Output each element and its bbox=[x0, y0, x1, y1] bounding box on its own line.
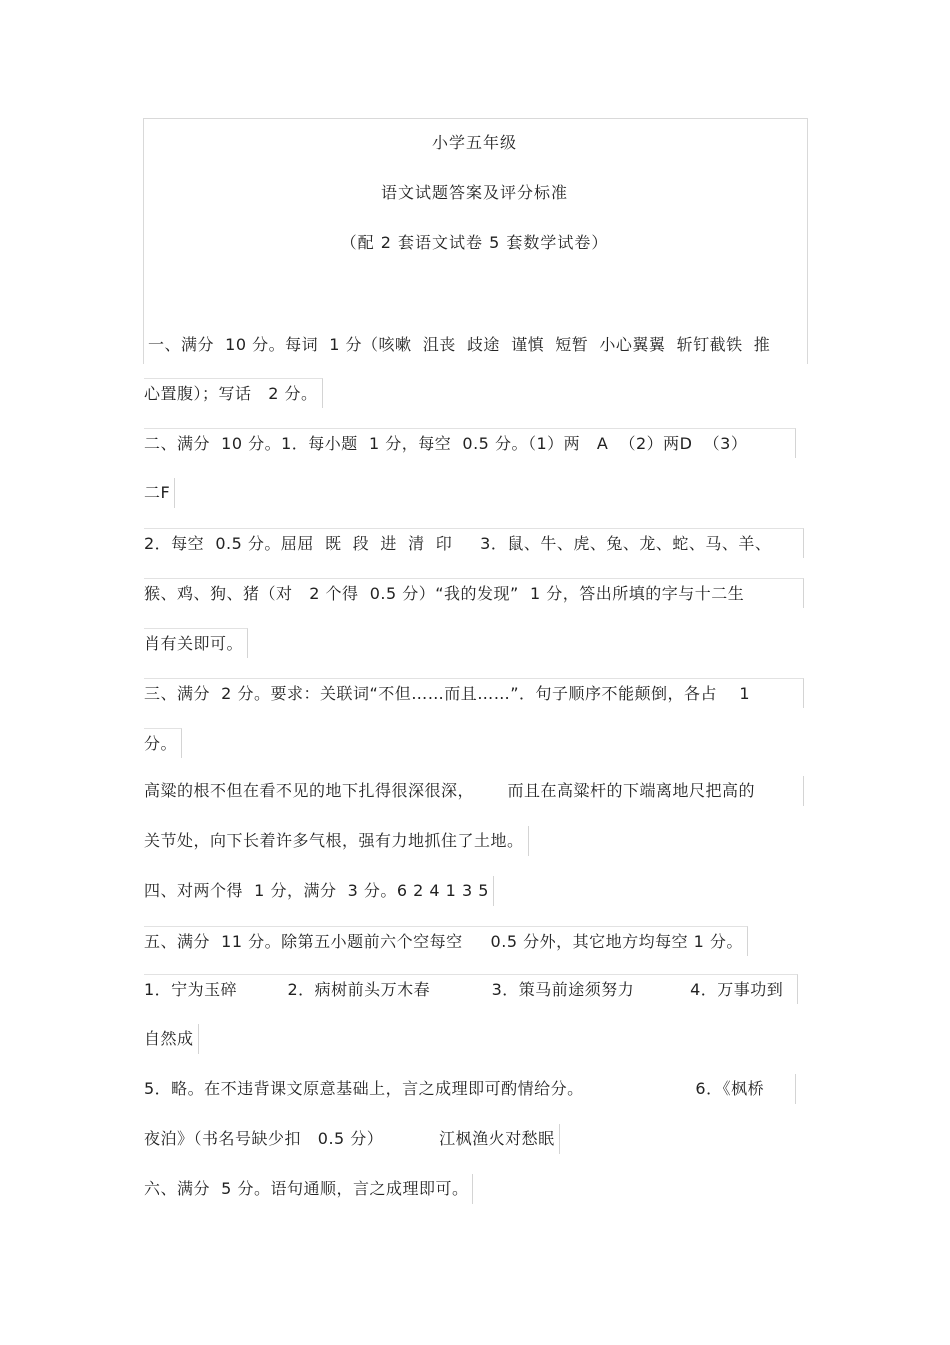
answer-line-1: 一、满分 10 分。每词 1 分（咳嗽 沮丧 歧途 谨慎 短暂 小心翼翼 斩钉截铁 推 bbox=[148, 335, 771, 354]
answer-line-17: 夜泊》（书名号缺少扣 0.5 分） 江枫渔火对愁眠 bbox=[144, 1124, 560, 1154]
header-grade: 小学五年级 bbox=[431, 133, 517, 152]
answer-line-13: 五、满分 11 分。除第五小题前六个空每空 0.5 分外，其它地方均每空 1 分。 bbox=[144, 926, 748, 956]
header-subtitle: （配 2 套语文试卷 5 套数学试卷） bbox=[340, 233, 609, 252]
answer-line-11: 关节处，向下长着许多气根，强有力地抓住了土地。 bbox=[144, 826, 529, 856]
answer-line-2: 心置腹）；写话 2 分。 bbox=[144, 378, 323, 408]
answer-line-6: 猴、鸡、狗、猪（对 2 个得 0.5 分）“我的发现” 1 分，答出所填的字与十二生 bbox=[144, 578, 804, 608]
answer-line-15: 自然成 bbox=[144, 1024, 199, 1054]
answer-line-7: 肖有关即可。 bbox=[144, 628, 248, 658]
answer-line-18: 六、满分 5 分。语句通顺，言之成理即可。 bbox=[144, 1174, 473, 1204]
answer-line-4: 二F bbox=[144, 478, 175, 508]
answer-line-3: 二、满分 10 分。1．每小题 1 分，每空 0.5 分。（1）两 A （2）两D （3） bbox=[144, 428, 796, 458]
answer-line-14: 1．宁为玉碎 2．病树前头万木春 3．策马前途须努力 4．万事功到 bbox=[144, 974, 798, 1004]
answer-line-10: 高粱的根不但在看不见的地下扎得很深很深， 而且在高粱杆的下端离地尺把高的 bbox=[144, 776, 804, 806]
answer-line-5: 2．每空 0.5 分。屈屈 既 段 进 清 印 3．鼠、牛、虎、兔、龙、蛇、马、羊、 bbox=[144, 528, 804, 558]
header-title: 语文试题答案及评分标准 bbox=[380, 183, 568, 202]
answer-line-9: 分。 bbox=[144, 728, 182, 758]
answer-line-8: 三、满分 2 分。要求：关联词“不但……而且……”．句子顺序不能颠倒，各占 1 bbox=[144, 678, 804, 708]
answer-line-12: 四、对两个得 1 分，满分 3 分。6 2 4 1 3 5 bbox=[144, 876, 494, 906]
answer-line-16: 5．略。在不违背课文原意基础上，言之成理即可酌情给分。 6．《枫桥 bbox=[144, 1074, 796, 1104]
